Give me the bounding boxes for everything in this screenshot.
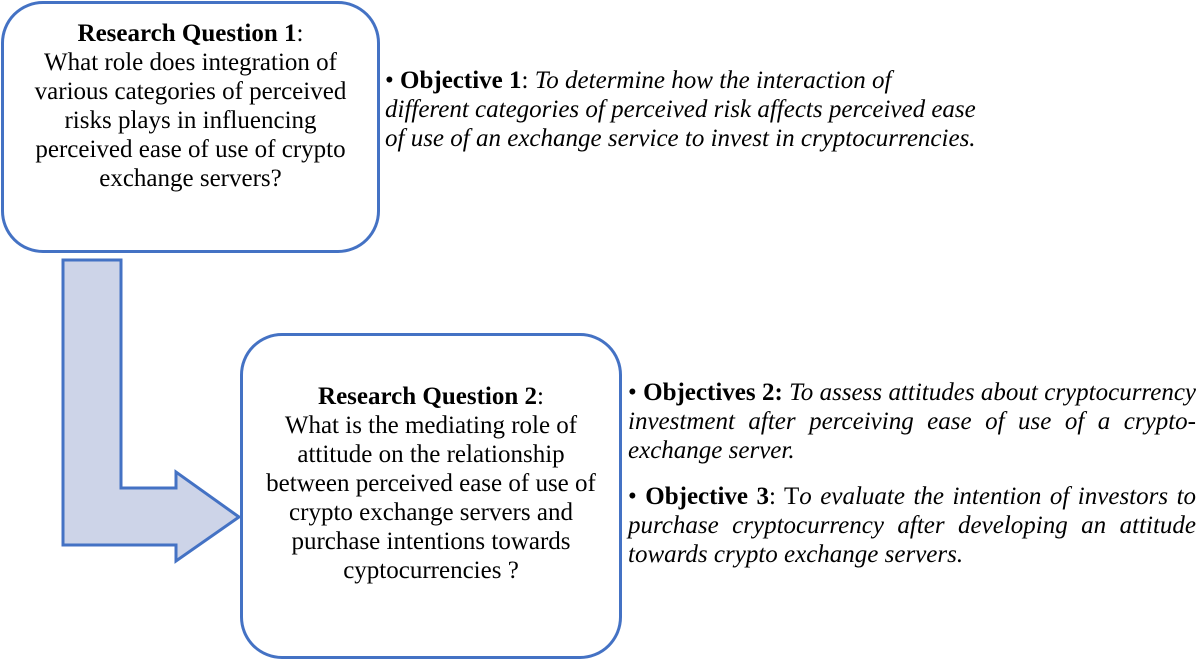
objective-1-text: To determine how the interaction of different categories of perceived risk affects perceived ease of use of an exchange service to invest in cryptocurrencies. (385, 67, 976, 152)
rq1-title: Research Question 1 (77, 20, 297, 47)
objective-3-text: o evaluate the intention of investors to purchase cryptocurrency after developing an attitude towards crypto exchange servers. (628, 483, 1197, 568)
objective-1 (385, 66, 980, 153)
research-question-1-box (1, 1, 380, 253)
objective-2 (628, 378, 1196, 465)
rq1-colon: : (296, 20, 304, 47)
objective-3-sep: : (769, 483, 784, 510)
rq2-body: What is the mediating role of attitude on the relationship between perceived ease of use of crypto exchange servers and purchase intentions towards cyptocurrencies ? (266, 412, 596, 584)
objective-1-sep: : (521, 67, 535, 94)
rq2-colon: : (537, 383, 544, 410)
rq1-body: What role does integration of various categories of perceived risks plays in influencing perceived ease of use of crypto exchange servers? (34, 49, 347, 192)
objective-2-label: Objectives 2: (643, 379, 783, 406)
objective-2-text: To assess attitudes about cryptocurrency investment after perceiving ease of use of a crypto-exchange server. (628, 379, 1197, 464)
bullet-icon: • (628, 379, 637, 406)
objective-3-label: Objective 3 (645, 483, 769, 510)
bullet-icon: • (385, 67, 394, 94)
objective-3-text-prefix: T (784, 483, 800, 510)
objective-1-label: Objective 1 (400, 67, 522, 94)
rq2-title: Research Question 2 (318, 383, 538, 410)
research-question-2-box (240, 333, 622, 659)
bullet-icon: • (628, 483, 637, 510)
objective-3 (628, 482, 1196, 569)
